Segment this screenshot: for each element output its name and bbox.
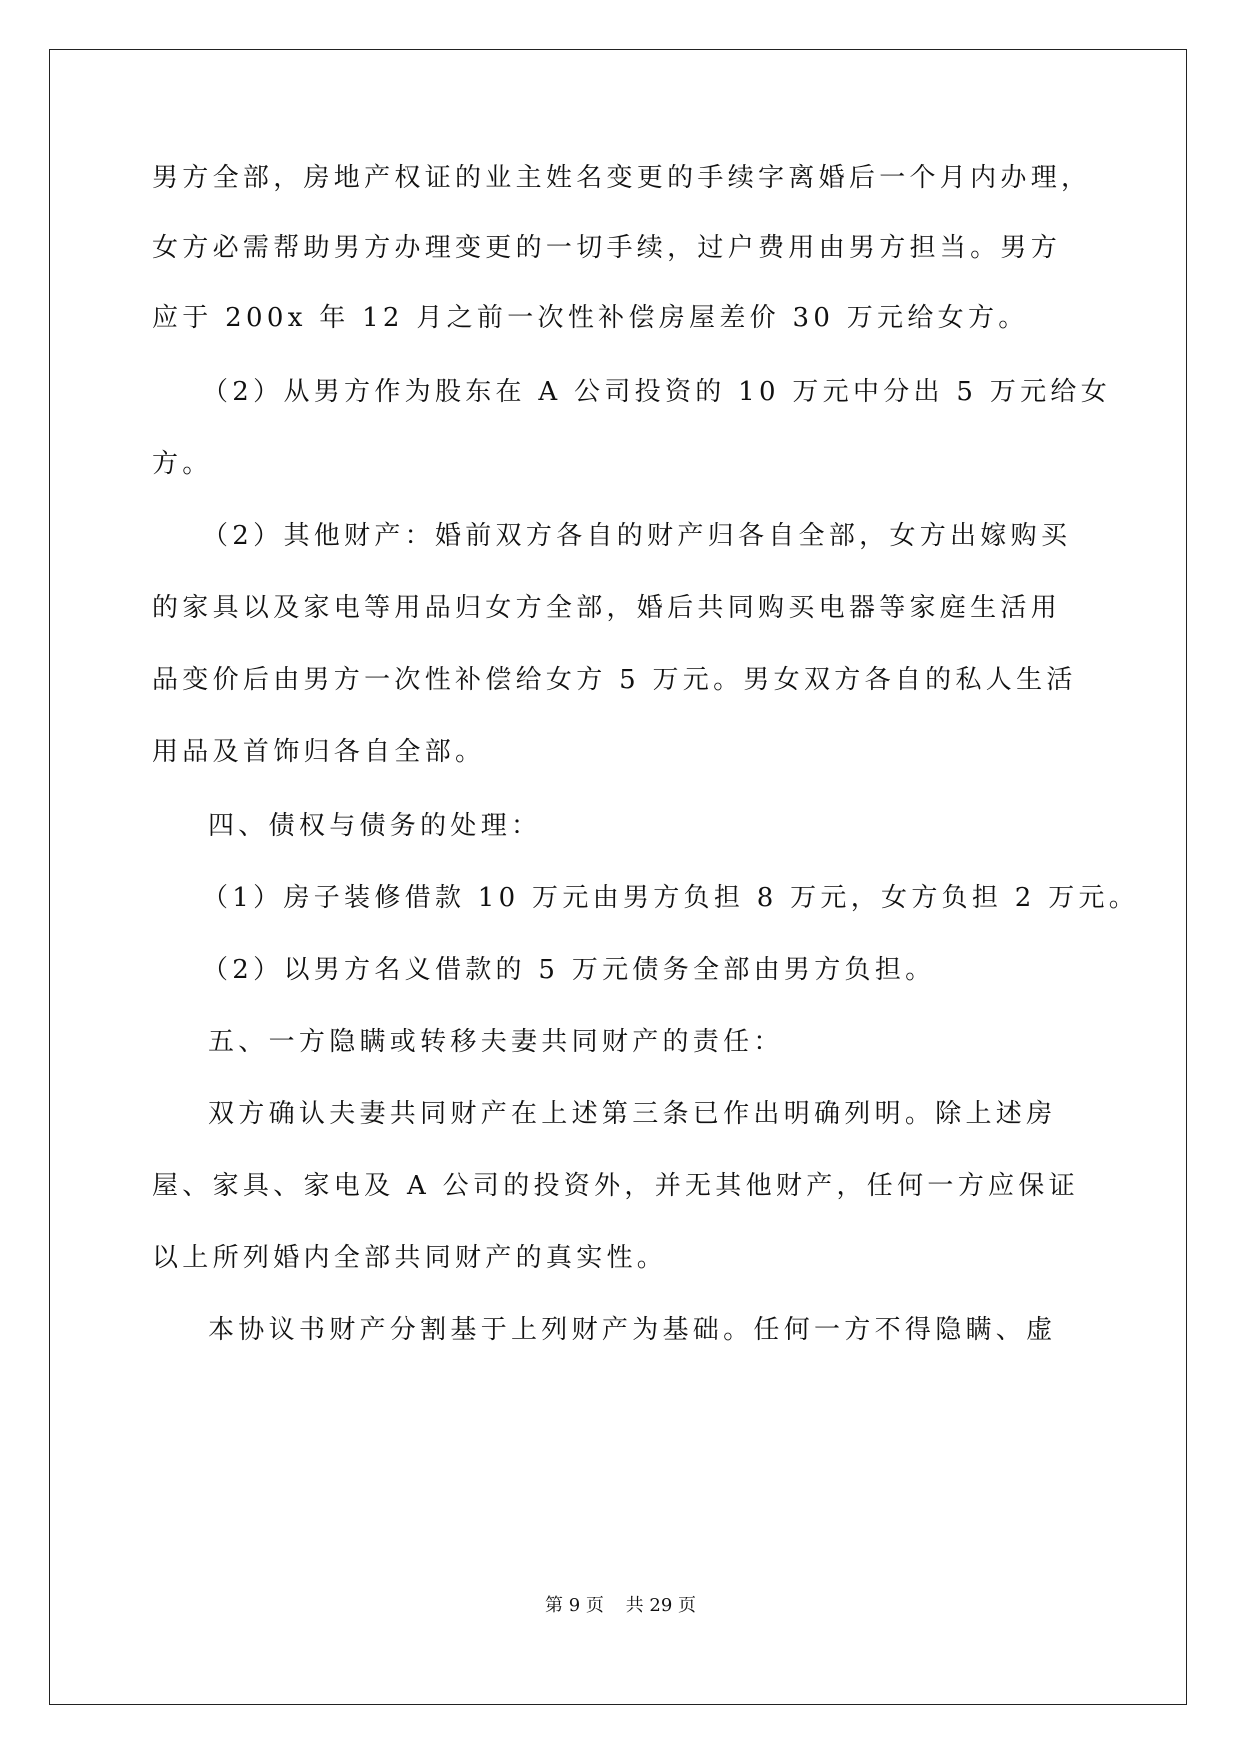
- page-footer: [0, 1591, 1241, 1617]
- section-heading: 四、债权与债务的处理：: [208, 811, 542, 841]
- text-line: 屋、家具、家电及 A 公司的投资外，并无其他财产，任何一方应保证: [152, 1171, 1079, 1201]
- text-line: 双方确认夫妻共同财产在上述第三条已作出明确列明。除上述房: [208, 1099, 1057, 1129]
- text-line: 方。: [152, 449, 213, 479]
- text-line: （2）从男方作为股东在 A 公司投资的 10 万元中分出 5 万元给女: [202, 377, 1112, 407]
- text-line: 以上所列婚内全部共同财产的真实性。: [152, 1243, 668, 1273]
- text-line: 女方必需帮助男方办理变更的一切手续，过户费用由男方担当。男方: [152, 233, 1062, 263]
- text-line: 应于 200x 年 12 月之前一次性补偿房屋差价 30 万元给女方。: [152, 303, 1029, 333]
- text-line: 品变价后由男方一次性补偿给女方 5 万元。男女双方各自的私人生活: [152, 665, 1077, 695]
- text-line: 的家具以及家电等用品归女方全部，婚后共同购买电器等家庭生活用: [152, 593, 1062, 623]
- text-line: 用品及首饰归各自全部。: [152, 737, 486, 767]
- text-line: 男方全部，房地产权证的业主姓名变更的手续字离婚后一个月内办理，: [152, 163, 1092, 193]
- page-number: 第 9 页: [545, 1595, 604, 1616]
- text-line: （2）其他财产：婚前双方各自的财产归各自全部，女方出嫁购买: [202, 521, 1072, 551]
- text-line: （2）以男方名义借款的 5 万元债务全部由男方负担。: [202, 955, 936, 985]
- page-border: [49, 49, 1187, 1705]
- page-total: 共 29 页: [625, 1595, 696, 1616]
- section-heading: 五、一方隐瞒或转移夫妻共同财产的责任：: [208, 1027, 784, 1057]
- text-line: （1）房子装修借款 10 万元由男方负担 8 万元，女方负担 2 万元。: [202, 883, 1140, 913]
- text-line: 本协议书财产分割基于上列财产为基础。任何一方不得隐瞒、虚: [208, 1315, 1057, 1345]
